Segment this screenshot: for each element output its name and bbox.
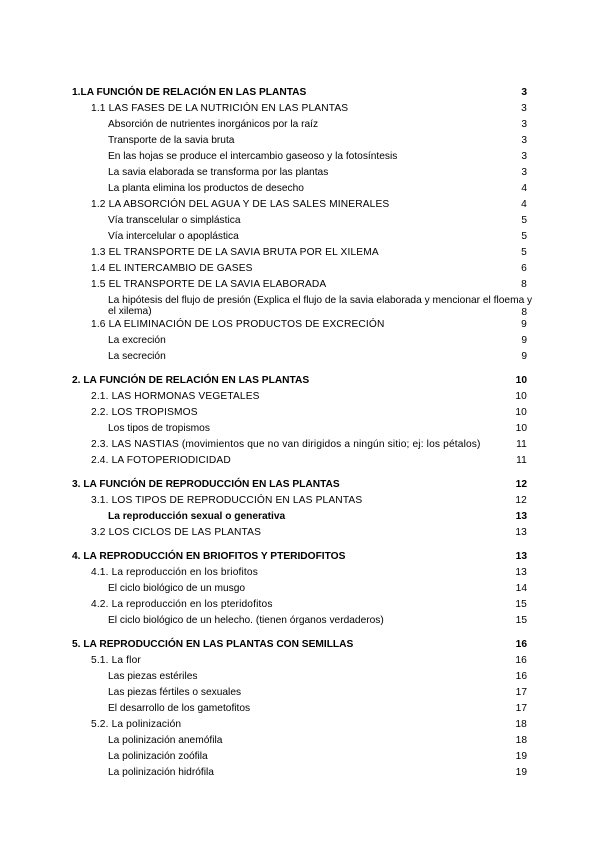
toc-entry-page-number: 4 [521,183,527,194]
toc-entry-page-number: 3 [521,167,527,178]
toc-entry[interactable] [91,103,527,115]
toc-entry[interactable] [91,719,527,731]
toc-entry-title: El ciclo biológico de un helecho. (tienen órganos verdaderos) [108,615,384,626]
toc-entry-page-number: 8 [521,279,527,290]
toc-entry-title: El desarrollo de los gametofitos [108,703,251,714]
toc-entry-title: 3.2 LOS CICLOS DE LAS PLANTAS [91,527,262,538]
toc-entry-title: En las hojas se produce el intercambio gaseoso y la fotosíntesis [108,151,398,162]
toc-entry-page-number: 13 [515,511,527,522]
toc-entry-page-number: 17 [515,687,527,698]
toc-entry[interactable] [91,439,527,451]
toc-entry-title: La polinización zoófila [108,751,208,762]
toc-entry-page-number: 13 [515,551,527,562]
toc-entry-title: 1.LA FUNCIÓN DE RELACIÓN EN LAS PLANTAS [72,87,307,98]
toc-entry-page-number: 11 [516,439,527,450]
toc-entry-title: 1.4 EL INTERCAMBIO DE GASES [91,263,253,274]
toc-entry[interactable] [108,703,527,715]
toc-entry[interactable] [91,407,527,419]
toc-entry[interactable] [91,599,527,611]
toc-entry-title: La planta elimina los productos de desecho [108,183,304,194]
toc-entry-title: Vía transcelular o simplástica [108,215,241,226]
toc-entry-page-number: 5 [521,247,527,258]
toc-entry-title: 2.3. LAS NASTIAS (movimientos que no van dirigidos a ningún sitio; ej: los pétalos) [91,439,481,450]
toc-entry-title: 1.1 LAS FASES DE LA NUTRICIÓN EN LAS PLANTAS [91,103,349,114]
toc-entry-title: 1.5 EL TRANSPORTE DE LA SAVIA ELABORADA [91,279,327,290]
toc-entry[interactable] [108,135,527,147]
toc-entry[interactable] [91,495,527,507]
toc-entry-title: Las piezas fértiles o sexuales [108,687,242,698]
toc-entry-page-number: 10 [515,391,527,402]
toc-entry[interactable] [108,735,527,747]
toc-entry-title: 2.4. LA FOTOPERIODICIDAD [91,455,231,466]
toc-entry-page-number: 10 [515,375,527,386]
toc-entry[interactable] [91,527,527,539]
toc-entry[interactable] [72,87,527,99]
toc-entry-title: El ciclo biológico de un musgo [108,583,246,594]
toc-entry-page-number: 3 [521,103,527,114]
toc-entry-title: 2.2. LOS TROPISMOS [91,407,198,418]
toc-entry-page-number: 3 [521,87,527,98]
toc-entry-page-number: 4 [521,199,527,210]
toc-entry[interactable] [108,151,527,163]
toc-entry-page-number: 3 [521,135,527,146]
toc-entry-page-number: 9 [521,351,527,362]
toc-entry-title: Vía intercelular o apoplástica [108,231,239,242]
toc-entry[interactable] [91,567,527,579]
toc-entry-title: 1.3 EL TRANSPORTE DE LA SAVIA BRUTA POR EL XILEMA [91,247,379,258]
toc-entry-page-number: 15 [515,615,527,626]
toc-entry-page-number: 10 [515,407,527,418]
toc-entry-page-number: 14 [515,583,527,594]
toc-entry[interactable] [108,335,527,347]
toc-entry-title: La reproducción sexual o generativa [108,511,286,522]
toc-entry-page-number: 17 [515,703,527,714]
toc-entry-page-number: 16 [515,655,527,666]
toc-entry[interactable] [91,391,527,403]
toc-entry-page-number: 12 [515,479,527,490]
toc-entry[interactable] [108,687,527,699]
toc-entry-page-number: 9 [521,319,527,330]
toc-entry-page-number: 18 [515,719,527,730]
toc-entry-title: 1.2 LA ABSORCIÓN DEL AGUA Y DE LAS SALES MINERALES [91,199,390,210]
toc-entry-title: 1.6 LA ELIMINACIÓN DE LOS PRODUCTOS DE EXCRECIÓN [91,319,385,330]
toc-entry-page-number: 3 [521,119,527,130]
toc-entry-title: 5.2. La polinización [91,719,182,730]
toc-entry-title: 3. LA FUNCIÓN DE REPRODUCCIÓN EN LAS PLANTAS [72,479,340,490]
toc-entry-page-number: 19 [515,751,527,762]
toc-entry-title: La savia elaborada se transforma por las plantas [108,167,329,178]
toc-entry-title: La polinización hidrófila [108,767,214,778]
toc-entry[interactable] [91,279,527,291]
toc-entry-title: 4.2. La reproducción en los pteridofitos [91,599,273,610]
toc-entry[interactable] [108,231,527,243]
toc-entry[interactable] [108,751,527,763]
toc-entry[interactable] [91,199,527,211]
toc-entry-title: La hipótesis del flujo de presión (Explica el flujo de la savia elaborada y mencionar el floema y el xilema) [108,295,533,318]
toc-entry-page-number: 12 [515,495,527,506]
toc-entry-page-number: 10 [515,423,527,434]
toc-entry[interactable] [91,655,527,667]
toc-entry-page-number: 5 [521,231,527,242]
toc-entry-title: Transporte de la savia bruta [108,135,235,146]
toc-entry[interactable] [91,263,527,275]
toc-entry-page-number: 13 [515,567,527,578]
toc-entry-title: 5.1. La flor [91,655,141,666]
toc-entry-page-number: 8 [521,307,527,318]
toc-entry-title: Las piezas estériles [108,671,198,682]
toc-entry[interactable] [72,375,527,387]
toc-entry[interactable] [91,455,527,467]
toc-entry-title: 4.1. La reproducción en los briofitos [91,567,258,578]
toc-entry-page-number: 3 [521,151,527,162]
toc-entry[interactable] [108,767,527,779]
toc-entry-title: La polinización anemófila [108,735,223,746]
toc-entry[interactable] [108,511,527,523]
toc-entry-page-number: 16 [515,671,527,682]
toc-entry[interactable] [108,671,527,683]
toc-entry-title: Absorción de nutrientes inorgánicos por la raíz [108,119,319,130]
toc-entry-page-number: 6 [521,263,527,274]
toc-entry[interactable] [108,615,527,627]
toc-entry[interactable] [108,423,527,435]
toc-entry-page-number: 9 [521,335,527,346]
toc-entry-title: 4. LA REPRODUCCIÓN EN BRIOFITOS Y PTERIDOFITOS [72,551,346,562]
toc-entry-page-number: 5 [521,215,527,226]
toc-entry-page-number: 13 [515,527,527,538]
toc-entry[interactable] [91,319,527,331]
toc-entry-title: 3.1. LOS TIPOS DE REPRODUCCIÓN EN LAS PLANTAS [91,495,363,506]
toc-entry-page-number: 11 [516,455,527,466]
toc-entry[interactable] [108,215,527,227]
toc-entry[interactable] [108,183,527,195]
toc-entry-title: 2.1. LAS HORMONAS VEGETALES [91,391,260,402]
toc-entry-title: La secreción [108,351,166,362]
toc-entry-page-number: 18 [515,735,527,746]
toc-entry[interactable] [72,479,527,491]
toc-entry[interactable] [108,295,533,319]
toc-entry[interactable] [108,351,527,363]
toc-entry[interactable] [91,247,527,259]
toc-entry-page-number: 19 [515,767,527,778]
toc-entry-page-number: 16 [515,639,527,650]
toc-entry-page-number: 15 [515,599,527,610]
toc-entry-title: Los tipos de tropismos [108,423,210,434]
toc-entry-title: 2. LA FUNCIÓN DE RELACIÓN EN LAS PLANTAS [72,375,310,386]
toc-entry-title: 5. LA REPRODUCCIÓN EN LAS PLANTAS CON SEMILLAS [72,639,354,650]
toc-entry[interactable] [108,583,527,595]
toc-entry-title: La excreción [108,335,166,346]
toc-entry[interactable] [72,551,527,563]
toc-entry[interactable] [108,167,527,179]
toc-entry[interactable] [72,639,527,651]
toc-entry[interactable] [108,119,527,131]
